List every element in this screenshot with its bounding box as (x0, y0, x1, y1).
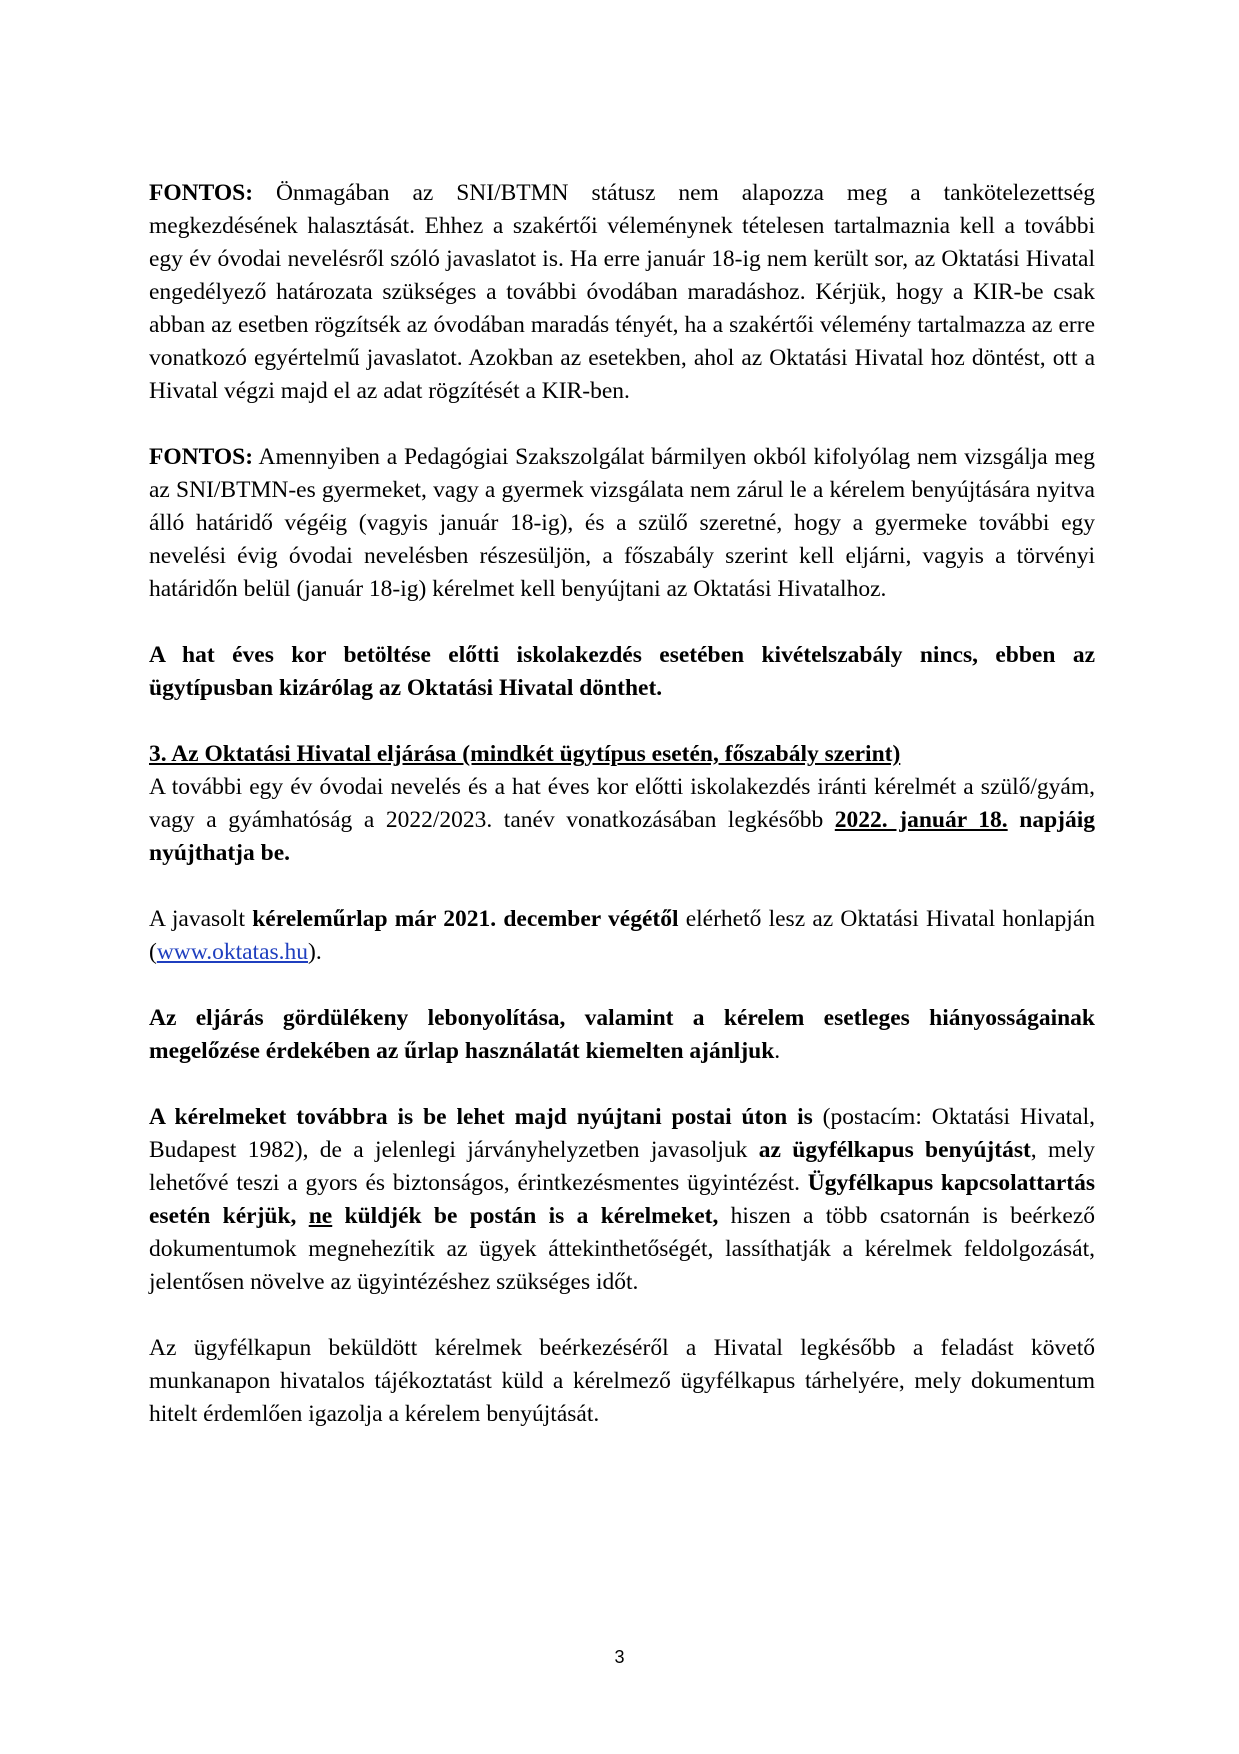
form-text-start: A javasolt (149, 906, 253, 932)
fontos-paragraph-1 (149, 177, 1095, 408)
deadline-suffix: napjáig nyújthatja be. (149, 807, 1095, 866)
deadline-date: 2022. január 18. (834, 807, 1008, 833)
confirmation-paragraph: Az ügyfélkapun beküldött kérelmek beérkezéséről a Hivatal legkésőbb a feladást követő munkanapon hivatalos tájékoztatást küld a kérelmező ügyfélkapus tárhelyére, mely dokumentum hitelt érdemlően igazolja a kérelem benyújtását. (149, 1335, 1095, 1427)
fontos-paragraph-2 (149, 441, 1095, 606)
fontos-text: Amennyiben a Pedagógiai Szakszolgálat bármilyen okból kifolyólag nem vizsgálja meg az SNI/BTMN-es gyermeket, vagy a gyermek vizsgálata nem zárul le a kérelem benyújtására nyitva álló határidő végéig (vagyis január 18-ig), és a szülő szeretné, hogy a gyermeke további egy nevelési évig óvodai nevelésben részesüljön, a főszabály szerint kell eljárni, vagyis a törvényi határidőn belül (január 18-ig) kérelmet kell benyújtani az Oktatási Hivatalhoz. (149, 444, 1095, 602)
submission-text-2: , mely lehetővé teszi a gyors és biztonságos, érintkezésmentes ügyintézést. (149, 1137, 1095, 1196)
submission-text-1: (postacím: Oktatási Hivatal, Budapest 1982), de a jelenlegi járványhelyzetben javasoljuk (149, 1104, 1095, 1163)
submission-text-3: hiszen a több csatornán is beérkező dokumentumok megnehezítik az ügyek áttekinthetőségét, lassíthatják a kérelmek feldolgozását, jelentősen növelve az ügyintézéshez szükséges időt. (149, 1203, 1095, 1295)
page-number: 3 (614, 1647, 625, 1667)
form-text-middle: elérhető lesz az Oktatási Hivatal honlapján ( (149, 906, 1095, 965)
fontos-text: Önmagában az SNI/BTMN státusz nem alapozza meg a tankötelezettség megkezdésének halasztását. Ehhez a szakértői véleménynek tételesen tartalmaznia kell a további egy év óvodai nevelésről szóló javaslatot is. Ha erre január 18-ig nem került sor, az Oktatási Hivatal engedélyező határozata szükséges a további óvodában maradáshoz. Kérjük, hogy a KIR-be csak abban az esetben rögzítsék az óvodában maradás tényét, ha a szakértői vélemény tartalmazza az erre vonatkozó egyértelmű javaslatot. Azokban az esetekben, ahol az Oktatási Hivatal hoz döntést, ott a Hivatal végzi majd el az adat rögzítését a KIR-ben. (149, 180, 1095, 404)
recommendation-paragraph (149, 1002, 1095, 1068)
document-page (149, 177, 1095, 1464)
recommendation-bold: Az eljárás gördülékeny lebonyolítása, valamint a kérelem esetleges hiányosságainak megelőzése érdekében az űrlap használatát kiemelten ajánljuk (149, 1005, 1095, 1064)
oktatas-website-link[interactable]: www.oktatas.hu (156, 939, 309, 965)
exception-paragraph: A hat éves kor betöltése előtti iskolakezdés esetében kivételszabály nincs, ebben az ügytípusban kizárólag az Oktatási Hivatal dönthet. (149, 642, 1095, 701)
section-3-block (149, 738, 1095, 870)
section-3-text: A további egy év óvodai nevelés és a hat éves kor előtti iskolakezdés iránti kérelmét a szülő/gyám, vagy a gyámhatóság a 2022/2023. tanév vonatkozásában legkésőbb (149, 774, 1095, 833)
fontos-label: FONTOS: (149, 180, 254, 206)
client-gate-request-bold: Ügyfélkapus kapcsolattartás esetén kérjük, (149, 1170, 1095, 1229)
submission-paragraph (149, 1101, 1095, 1299)
ne-underlined: ne (308, 1203, 333, 1229)
form-availability-bold: kéreleműrlap már 2021. december végétől (252, 906, 679, 932)
form-availability-paragraph (149, 903, 1095, 969)
client-gate-bold: az ügyfélkapus benyújtást (758, 1137, 1031, 1163)
fontos-label: FONTOS: (149, 444, 254, 470)
postal-submission-bold: A kérelmeket továbbra is be lehet majd nyújtani postai úton is (149, 1104, 813, 1130)
section-3-heading: 3. Az Oktatási Hivatal eljárása (mindkét ügytípus esetén, főszabály szerint) (149, 741, 901, 767)
form-text-end: ). (308, 939, 322, 965)
recommendation-end: . (774, 1038, 781, 1064)
no-postal-bold: küldjék be postán is a kérelmeket, (332, 1203, 719, 1229)
